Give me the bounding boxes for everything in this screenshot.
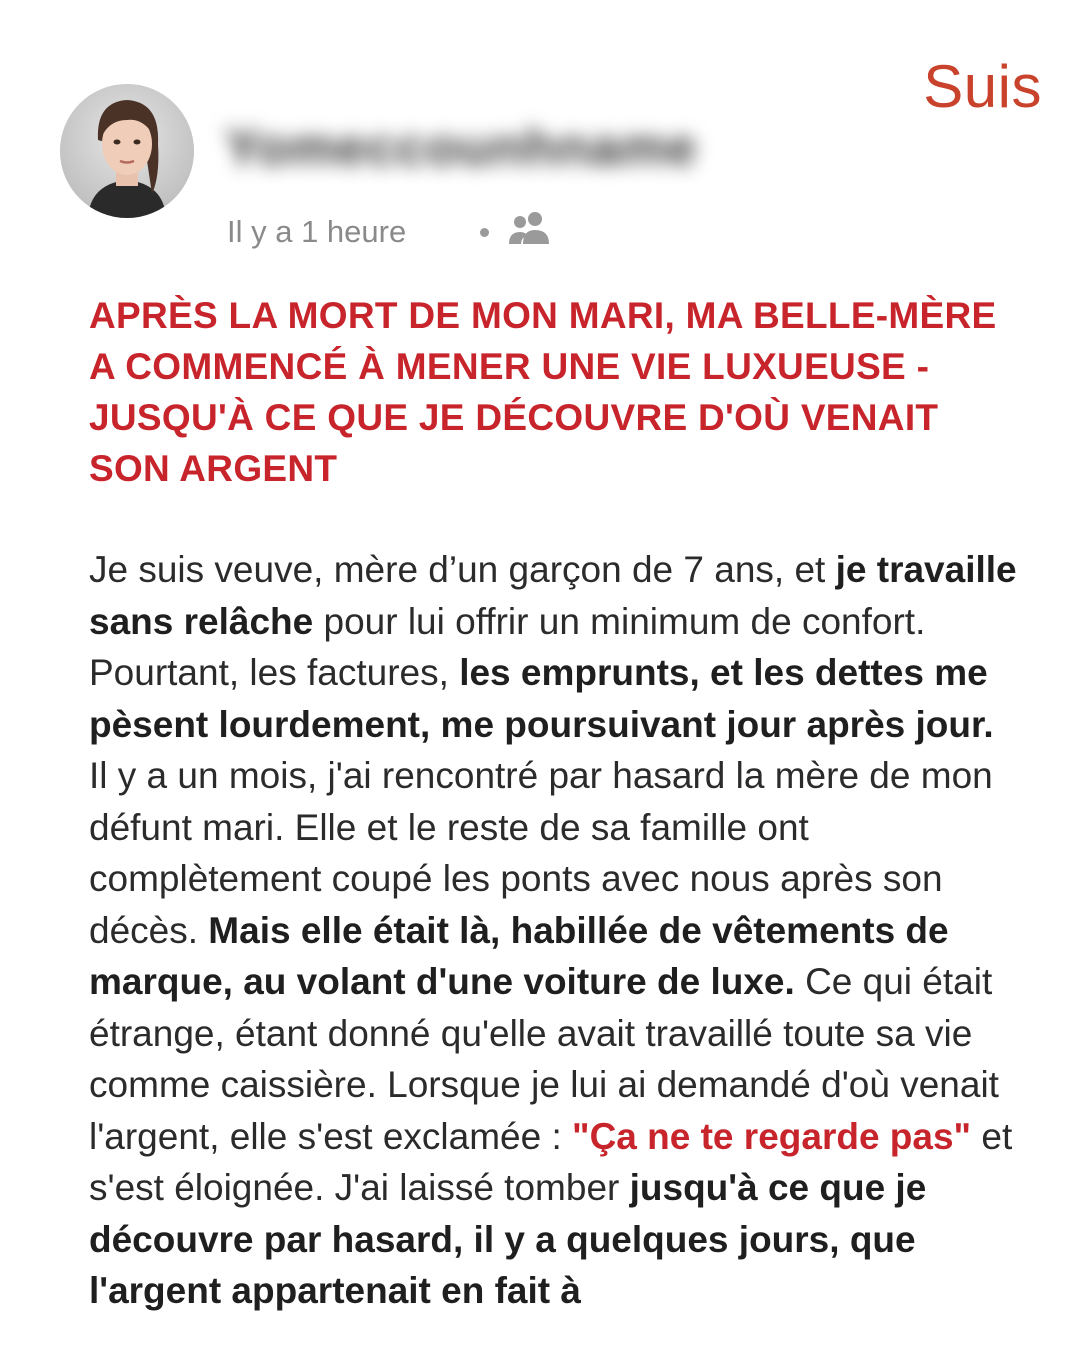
quote-text: "Ça ne te regarde pas" [572, 1115, 972, 1157]
emphasis-text: Mais elle était là, habillée de vêtements de marque, au volant d'une voiture de luxe. [89, 909, 949, 1002]
avatar[interactable] [60, 84, 194, 218]
separator-dot [480, 228, 489, 237]
author-name[interactable]: Yomeccounhname [225, 119, 698, 177]
emphasis-text: je travaille sans relâche [89, 549, 1017, 642]
paragraph-2: Il y a un mois, j'ai rencontré par hasard la mère de mon défunt mari. Elle et le reste de sa famille ont complètement coupé les ponts avec nous après son décès. Mais elle était là, habillée de vêtements de marque, au volant d'une voiture de luxe. Ce qui était étrange, étant donné qu'elle avait travaillé toute sa vie comme caissière. Lorsque je lui ai demandé d'où venait l'argent, elle s'est exclamée : "Ça ne te regarde pas" et s'est éloignée. J'ai laissé tomber jusqu'à ce que je découvre par hasard, il y a quelques jours, que l'argent appartenait en fait à [89, 755, 1013, 1311]
group-icon [505, 208, 553, 256]
timestamp: Il y a 1 heure [227, 214, 407, 249]
post-headline: APRÈS LA MORT DE MON MARI, MA BELLE-MÈRE A COMMENCÉ À MENER UNE VIE LUXUEUSE - JUSQU'À CE QUE JE DÉCOUVRE D'OÙ VENAIT SON ARGENT [89, 295, 997, 489]
emphasis-text: les emprunts, et les dettes me pèsent lourdement, me poursuivant jour après jour. [89, 652, 994, 745]
post-meta [227, 208, 553, 256]
follow-button[interactable]: Suis [923, 53, 1042, 120]
emphasis-text: jusqu'à ce que je découvre par hasard, il y a quelques jours, que l'argent appartenait en fait à [89, 1167, 927, 1311]
paragraph-1: Je suis veuve, mère d’un garçon de 7 ans, et je travaille sans relâche pour lui offrir un minimum de confort. Pourtant, les factures, les emprunts, et les dettes me pèsent lourdement, me poursuivant jour après jour. [89, 549, 1017, 745]
post-body [89, 544, 1034, 1317]
